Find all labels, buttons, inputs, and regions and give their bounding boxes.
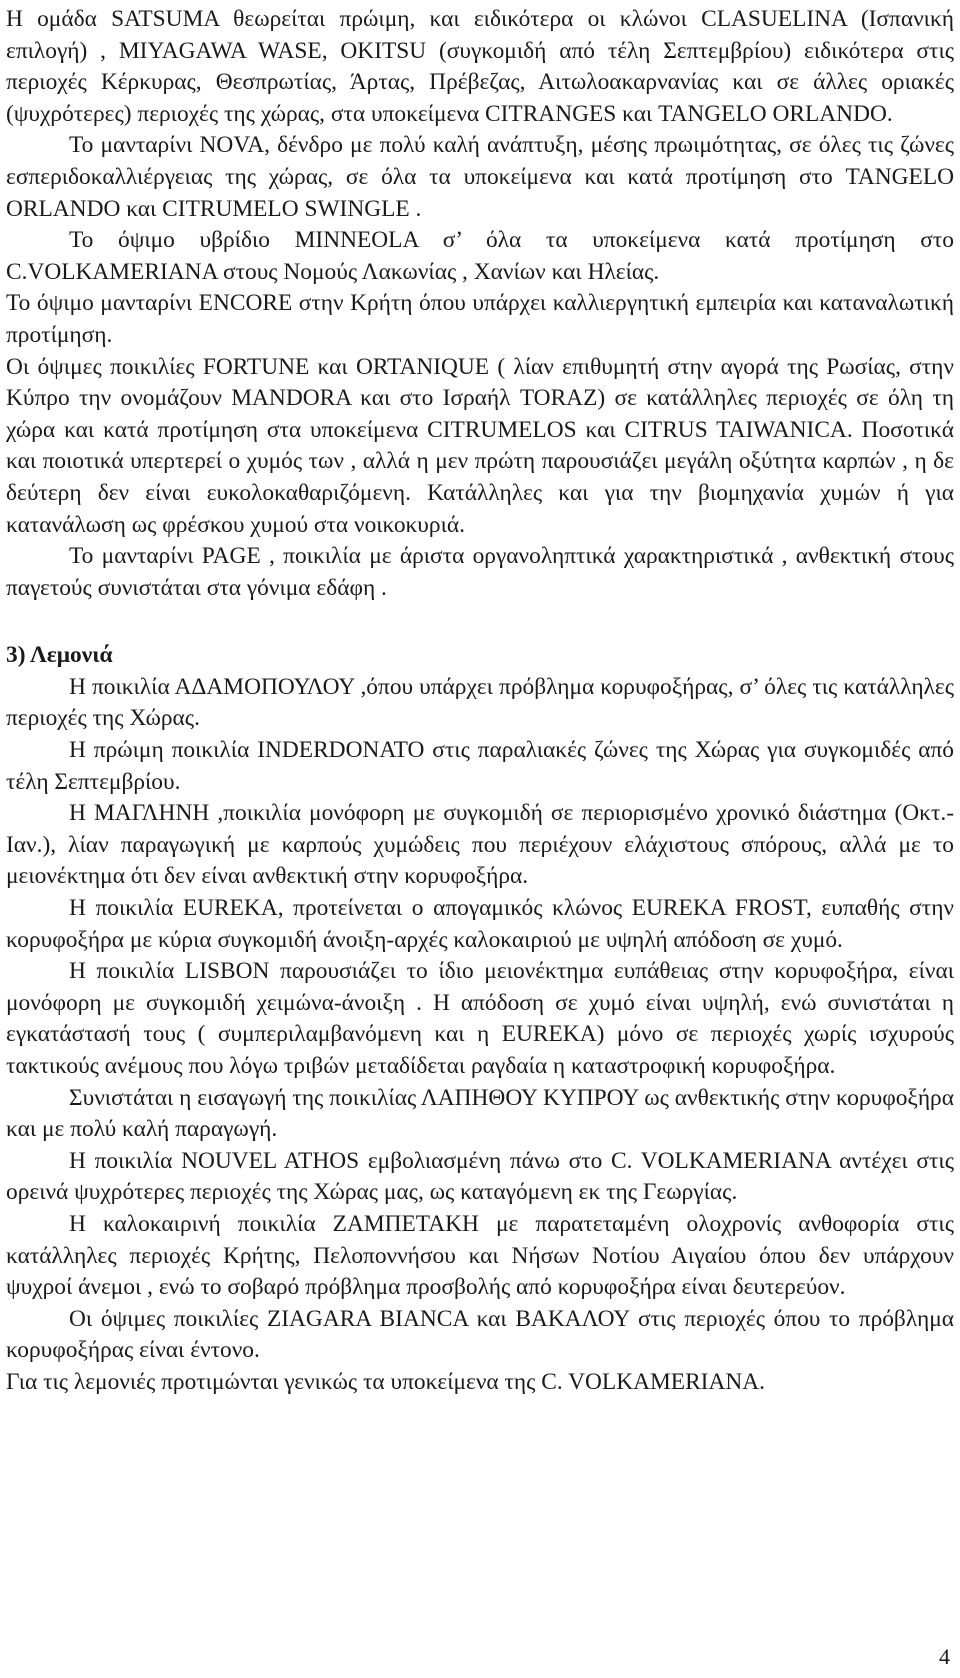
paragraph-interdonato: Η πρώιμη ποικιλία INDERDONATO στις παραλιακές ζώνες της Χώρας για συγκομιδές από τέλη Σεπτεμβρίου. (6, 737, 954, 795)
paragraph-satsuma: Η ομάδα SATSUMA θεωρείται πρώιμη, και ειδικότερα οι κλώνοι CLASUELINA (Ισπανική επιλογή) , MIYAGAWA WASE, OKITSU (συγκομιδή από τέλη Σεπτεμβρίου) ειδικότερα στις περιοχές Κέρκυρας, Θεσπρωτίας, Άρτας, Πρέβεζας, Αιτωλοακαρνανίας και σε άλλες οριακές (ψυχρότερες) περιοχές της χώρας, στα υποκείμενα CITRANGES και TANGELO ORLANDO. (6, 6, 954, 127)
paragraph-eureka: Η ποικιλία EUREKA, προτείνεται ο απογαμικός κλώνος EUREKA FROST, ευπαθής στην κορυφοξήρα με κύρια συγκομιδή άνοιξη-αρχές καλοκαιριού με υψηλή απόδοση σε χυμό. (6, 895, 954, 953)
paragraph-lapithou: Συνιστάται η εισαγωγή της ποικιλίας ΛΑΠΗΘΟΥ ΚΥΠΡΟΥ ως ανθεκτικής στην κορυφοξήρα και με πολύ καλή παραγωγή. (6, 1084, 954, 1143)
paragraph-fortune-ortanique: Οι όψιμες ποικιλίες FORTUNE και ORTANIQUE ( λίαν επιθυμητή στην αγορά της Ρωσίας, στην Κύπρο την ονομάζουν MANDORA και στο Ισραήλ TORAZ) σε κατάλληλες περιοχές σε όλη τη χώρα και κατά προτίμηση στα υποκείμενα CITRUMELOS και CITRUS TAIWANICA. Ποσοτικά και ποιοτικά υπερτερεί ο χυμός των , αλλά η μεν πρώτη παρουσιάζει μεγάλη οξύτητα καρπών , η δε δεύτερη δεν είναι ευκολοκαθαριζόμενη. Κατάλληλες και για την βιομηχανία χυμών ή για κατανάλωση ως φρέσκου χυμού στα νοικοκυριά. (6, 353, 954, 538)
paragraph-adamopoulou: Η ποικιλία ΑΔΑΜΟΠΟΥΛΟΥ ,όπου υπάρχει πρόβλημα κορυφοξήρας, σ’ όλες τις κατάλληλες περιοχές της Χώρας. (6, 673, 954, 732)
paragraph-zampetaki: Η καλοκαιρινή ποικιλία ΖΑΜΠΕΤΑΚΗ με παρατεταμένη ολοχρονίς ανθοφορία στις κατάλληλες περιοχές Κρήτης, Πελοποννήσου και Νήσων Νοτίου Αιγαίου όπου δεν υπάρχουν ψυχροί άνεμοι , ενώ το σοβαρό πρόβλημα προσβολής από κορυφοξήρα είναι δευτερεύον. (6, 1210, 954, 1301)
paragraph-nouvel-athos: Η ποικιλία NOUVEL ATHOS εμβολιασμένη πάνω στο C. VOLKAMERIANA αντέχει στις ορεινά ψυχρότερες περιοχές της Χώρας μας, ως καταγόμενη εκ της Γεωργίας. (6, 1147, 954, 1206)
paragraph-ziagara-bakalou: Οι όψιμες ποικιλίες ZIAGARA BIANCA και ΒΑΚΑΛΟΥ στις περιοχές όπου το πρόβλημα κορυφοξήρας είναι έντονο. (6, 1305, 954, 1364)
closing-line: Για τις λεμονιές προτιμώνται γενικώς τα υποκείμενα της C. VOLKAMERIANA. (6, 1368, 765, 1395)
paragraph-page: Το μανταρίνι PAGE , ποικιλία με άριστα οργανοληπτικά χαρακτηριστικά , ανθεκτική στους παγετούς συνιστάται στα γόνιμα εδάφη . (6, 543, 954, 601)
document-page (6, 4, 954, 1399)
paragraph-maglini: Η ΜΑΓΛΗΝΗ ,ποικιλία μονόφορη με συγκομιδή σε περιορισμένο χρονικό διάστημα (Οκτ.-Ιαν.), λίαν παραγωγική με καρπούς χυμώδεις που περιέχουν ελάχιστους σπόρους, αλλά με το μειονέκτημα ότι δεν είναι ανθεκτική στην κορυφοξήρα. (6, 800, 954, 890)
paragraph-nova: Το μανταρίνι NOVA, δένδρο με πολύ καλή ανάπτυξη, μέσης πρωιμότητας, σε όλες τις ζώνες εσπεριδοκαλλιέργειας της χώρας, σε όλα τα υποκείμενα και κατά προτίμηση στο TANGELO ORLANDO και CITRUMELO SWINGLE . (6, 132, 954, 222)
section-spacer (6, 604, 954, 640)
page-number: 4 (939, 1644, 950, 1669)
paragraph-lisbon: Η ποικιλία LISBON παρουσιάζει το ίδιο μειονέκτημα ευπάθειας στην κορυφοξήρα, είναι μονόφορη με συγκομιδή χειμώνα-άνοιξη . Η απόδοση σε χυμό είναι υψηλή, ενώ συνιστάται η εγκατάστασή τους ( συμπεριλαμβανόμενη και η EUREKA) μόνο σε περιοχές χωρίς ισχυρούς τακτικούς ανέμους που λόγω τριβών μεταδίδεται ραγδαία η καταστροφική κορυφοξήρα. (6, 958, 954, 1079)
paragraph-encore: Το όψιμο μανταρίνι ENCORE στην Κρήτη όπου υπάρχει καλλιεργητική εμπειρία και καταναλωτική προτίμηση. (6, 290, 954, 348)
section-heading-lemon: 3) Λεμονιά (6, 642, 113, 669)
paragraph-minneola: Το όψιμο υβρίδιο MINNEOLA σ’ όλα τα υποκείμενα κατά προτίμηση στο C.VOLKAMERIANA στους Νομούς Λακωνίας , Χανίων και Ηλείας. (6, 227, 954, 285)
